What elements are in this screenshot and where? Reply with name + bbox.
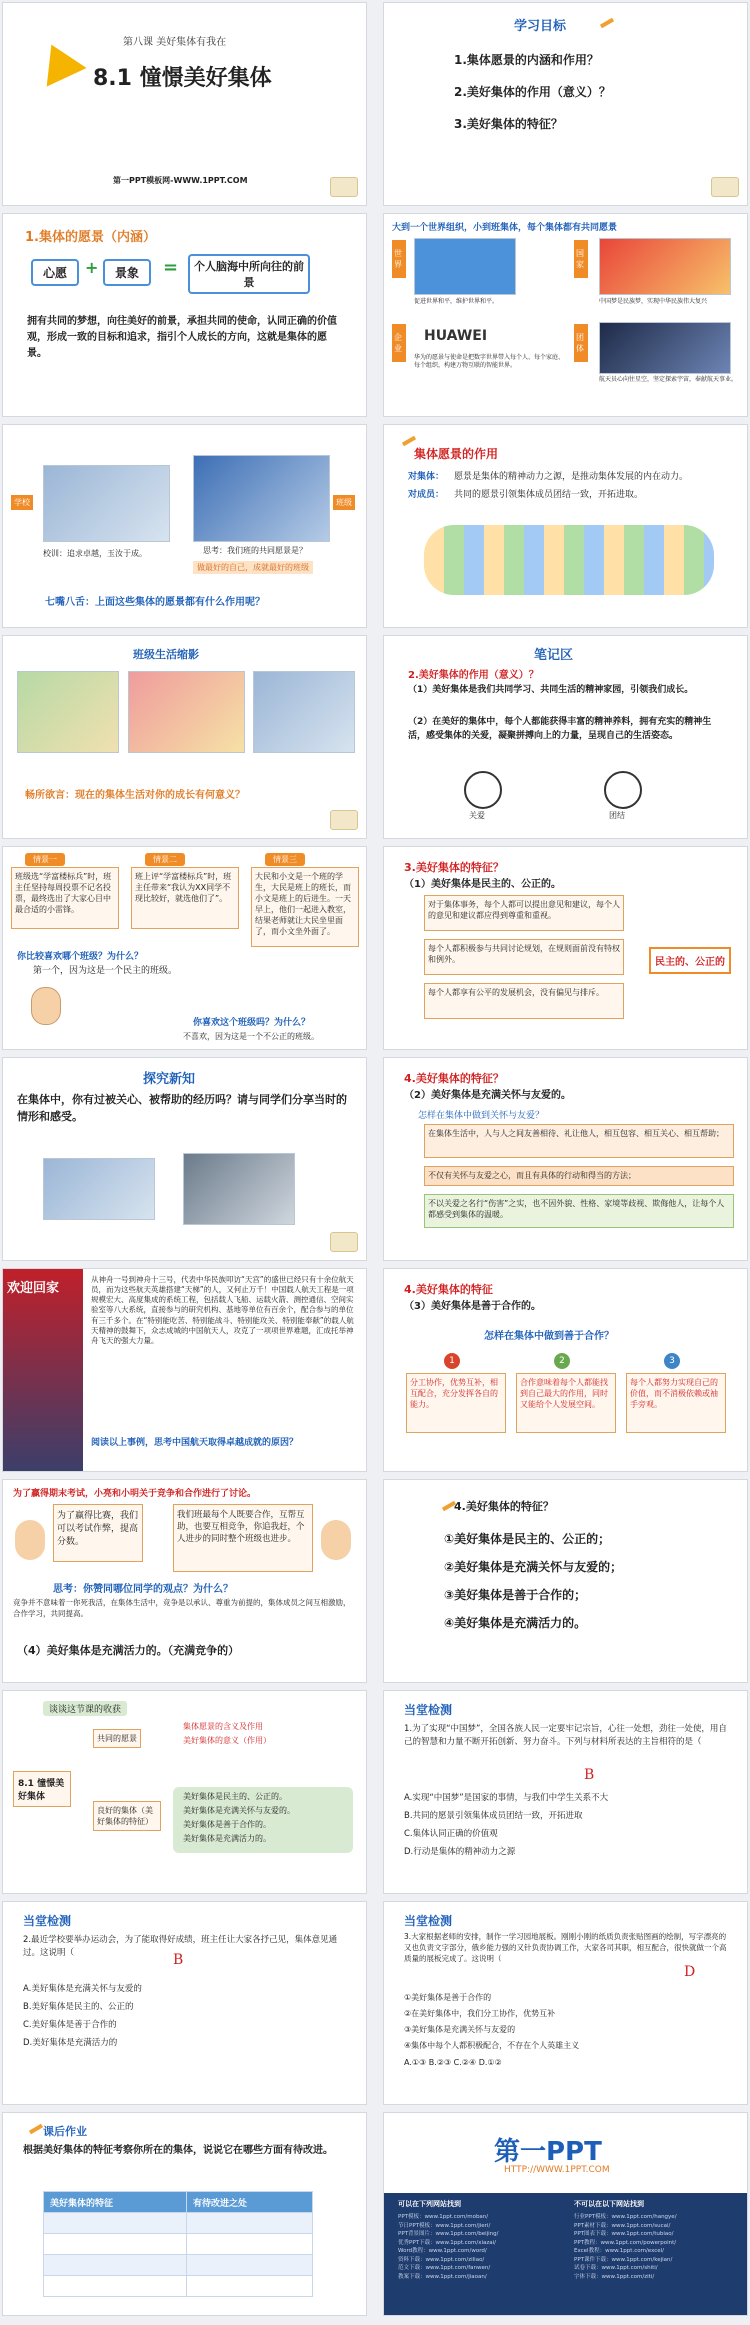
caption-nation: 中国梦是民族梦，实现中华民族伟大复兴 — [599, 298, 708, 305]
quiz-opt-c[interactable]: C.集体认同正确的价值观 — [404, 1829, 498, 1839]
slide-17-mindmap[interactable] — [2, 1690, 367, 1894]
mindmap-heading: 谈谈这节课的收获 — [43, 1701, 127, 1716]
tag-world: 世界 — [392, 240, 406, 278]
astronaut-body: 从神舟一号到神舟十三号，代表中华民族叩访“天宫”的盛世已经只有十余位航天员，而为这些航天英雄搭建“天梯”的人，又何止万千！中国载人航天工程是一项规模宏大、高度集成的系统工程，包括载人飞船、运载火箭、测控通信、空间实验室等八大系统，直接参与的研究机构、基地等单位有百余个，配合参与的单位有三千多个。在“特别能吃苦、特别能战斗、特别能攻关、特别能奉献”的载人航天精神的鼓舞下，众志成城的中国航天人，攻克了一项项世界难题，汇成托举神舟飞天的强大力量。 — [91, 1275, 354, 1345]
class-life-question: 畅所欲言：现在的集体生活对你的成长有何意义？ — [25, 790, 245, 801]
feature-conclusion: 民主的、公正的 — [649, 947, 731, 974]
quiz-opt-4: ④集体中每个人都积极配合，不存在个人英雄主义 — [404, 2041, 580, 2050]
role-p1-label: 对集体： — [408, 472, 445, 482]
slide-4-examples[interactable] — [383, 213, 748, 417]
table-cell[interactable] — [186, 2213, 312, 2234]
table-cell[interactable] — [186, 2276, 312, 2297]
huawei-logo: HUAWEI — [424, 328, 488, 344]
unity-label: 团结 — [609, 811, 625, 820]
book-icon — [330, 810, 358, 830]
scenario-tab-2: 情景二 — [145, 853, 185, 866]
slide-20-quiz-3[interactable] — [383, 1901, 748, 2105]
quiz-opt-a[interactable]: A.美好集体是充满关怀与友爱的 — [23, 1984, 142, 1994]
explore-photo-1 — [43, 1158, 155, 1220]
feature-heading: 4.美好集体的特征？ — [404, 1072, 504, 1085]
goal-item-3: 3.美好集体的特征？ — [454, 117, 563, 131]
notes-heading: 笔记区 — [534, 648, 574, 663]
paper-plane-icon — [31, 35, 86, 86]
caption-world: 促进世界和平，维护世界和平。 — [414, 298, 499, 305]
speech-bubble-2: 我们班最每个人既要合作，互帮互助，也要互相竞争，你追我赶，个人进步的同时整个班级也进步。 — [173, 1504, 313, 1572]
pencil-icon — [600, 18, 614, 28]
quiz-question: 1.为了实现“中国梦”，全国各族人民一定要牢记宗旨，心往一处想，劲往一处使，用自己的智慧和力量不断开拓创新、努力奋斗。下列与材料所表达的主旨相符的是（ — [404, 1724, 727, 1747]
class-question: 思考：我们班的共同愿景是？ — [203, 546, 307, 555]
question-2: 你喜欢这个班级吗？为什么？ — [193, 1018, 311, 1028]
table-cell[interactable] — [186, 2255, 312, 2276]
slide-1-title[interactable] — [2, 2, 367, 206]
notes-p1: （1）美好集体是我们共同学习、共同生活的精神家园，引领我们成长。 — [408, 685, 694, 695]
quiz-opt-1: ①美好集体是善于合作的 — [404, 1993, 492, 2002]
student-avatar-left — [15, 1520, 45, 1560]
slide-18-quiz-1[interactable] — [383, 1690, 748, 1894]
quiz-heading: 当堂检测 — [23, 1914, 72, 1928]
vision-heading: 1.集体的愿景（内涵） — [25, 230, 156, 245]
coop-question: 怎样在集体中做到善于合作？ — [484, 1331, 614, 1342]
goal-item-2: 2.美好集体的作用（意义）？ — [454, 85, 611, 99]
notes-p2: （2）在美好的集体中，每个人都能获得丰富的精神养料，拥有充实的精神生活，感受集体的关爱，凝聚拼搏向上的力量，呈现自己的生活姿态。 — [408, 717, 712, 741]
book-icon — [330, 1232, 358, 1252]
homework-col-2: 有待改进之处 — [186, 2192, 312, 2213]
credit-link[interactable]: 试卷下载：www.1ppt.com/shiti/ — [574, 2265, 658, 2272]
summary-item-3: ③美好集体是善于合作的； — [444, 1588, 587, 1602]
slide-9-scenarios[interactable] — [2, 846, 367, 1050]
credit-link[interactable]: 节日PPT模板：www.1ppt.com/jieri/ — [398, 2222, 491, 2229]
explore-body: 在集体中，你有过被关心、被帮助的经历吗？请与同学们分享当时的情形和感受。 — [17, 1093, 347, 1123]
credit-link[interactable]: 范文下载：www.1ppt.com/fanwen/ — [398, 2265, 491, 2272]
welcome-banner: 欢迎回家 — [7, 1281, 60, 1296]
scenario-tab-1: 情景一 — [25, 853, 65, 866]
mindmap-branch-2: 良好的集体（美好集体的特征） — [93, 1801, 161, 1831]
summary-item-1: ①美好集体是民主的、公正的； — [444, 1532, 611, 1546]
coop-num-3: 3 — [664, 1353, 680, 1369]
summary-item-2: ②美好集体是充满关怀与友爱的； — [444, 1560, 623, 1574]
examples-heading: 大到一个世界组织，小到班集体，每个集体都有共同愿景 — [392, 223, 618, 233]
mindmap-leaf-2: 美好集体的意义（作用） — [183, 1736, 271, 1745]
pencil-icon — [29, 2124, 43, 2134]
credit-link[interactable]: 资料下载：www.1ppt.com/ziliao/ — [398, 2256, 485, 2263]
role-p1: 愿景是集体的精神动力之源，是推动集体发展的内在动力。 — [454, 472, 689, 482]
slide-7-class-life[interactable] — [2, 635, 367, 839]
quiz-choices[interactable]: A.①③ B.②③ C.②④ D.①② — [404, 2058, 502, 2067]
quiz-heading: 当堂检测 — [404, 1703, 453, 1717]
care-row-3: 不以关爱之名行“伤害”之实，也不因外貌、性格、家境等歧视、欺侮他人，让每个人都感受到集体的温暖。 — [424, 1194, 734, 1228]
credits-left-head: 可以在下列网站找到 — [398, 2200, 461, 2208]
slide-6-role[interactable] — [383, 424, 748, 628]
credit-link[interactable]: PPT教程：www.1ppt.com/powerpoint/ — [574, 2239, 677, 2246]
tag-enterprise: 企业 — [392, 324, 406, 362]
feature-bullet-1: 对于集体事务，每个人都可以提出意见和建议，每个人的意见和建议都应得到尊重和重视。 — [424, 895, 624, 931]
explore-photo-2 — [183, 1153, 295, 1225]
school-motto: 校训：追求卓越，玉汝于成。 — [43, 549, 147, 558]
credit-link[interactable]: 优秀PPT下载：www.1ppt.com/xiazai/ — [398, 2239, 497, 2246]
goals-heading: 学习目标 — [514, 19, 567, 34]
discussion-question: 七嘴八舌：上面这些集体的愿景都有什么作用呢？ — [45, 597, 265, 608]
tag-school: 学校 — [11, 495, 33, 510]
footer-text: 第一PPT模板网-WWW.1PPT.COM — [113, 176, 248, 185]
care-question: 怎样在集体中做到关怀与友爱？ — [418, 1111, 545, 1121]
quiz-opt-c[interactable]: C.美好集体是善于合作的 — [23, 2020, 117, 2030]
mindmap-root: 8.1 憧憬美好集体 — [13, 1771, 71, 1807]
table-cell[interactable] — [44, 2213, 187, 2234]
brand-logo: 第一PPT — [494, 2137, 602, 2167]
credit-link[interactable]: Excel教程：www.1ppt.com/excel/ — [574, 2248, 665, 2255]
competition-intro: 为了赢得期末考试，小亮和小明关于竞争和合作进行了讨论。 — [13, 1489, 257, 1499]
slide-11-explore[interactable] — [2, 1057, 367, 1261]
table-cell[interactable] — [186, 2234, 312, 2255]
question-1: 你比较喜欢哪个班级？为什么？ — [17, 952, 144, 962]
scenario-tab-3: 情景三 — [265, 853, 305, 866]
coop-card-2: 合作意味着每个人都能找到自己最大的作用，同时又能给个人发展空间。 — [516, 1373, 616, 1433]
vision-body: 拥有共同的梦想，向往美好的前景，承担共同的使命，认同正确的价值观，形成一致的目标和追求，指引个人成长的方向，这就是集体的愿景。 — [27, 316, 337, 359]
speech-bubble-1: 为了赢得比赛，我们可以考试作弊，提高分数。 — [53, 1504, 143, 1562]
un-logo-image — [414, 238, 516, 295]
student-avatar-right — [321, 1520, 351, 1560]
credit-link[interactable]: 教案下载：www.1ppt.com/jiaoan/ — [398, 2273, 487, 2280]
brand-url[interactable]: HTTP://WWW.1PPT.COM — [504, 2165, 610, 2175]
quiz-opt-a[interactable]: A.实现“中国梦”是国家的事情，与我们中学生关系不大 — [404, 1793, 609, 1803]
credit-link[interactable]: PPT图表下载：www.1ppt.com/tubiao/ — [574, 2231, 674, 2238]
feature-sub: （3）美好集体是善于合作的。 — [404, 1301, 541, 1312]
eq-result: 个人脑海中所向往的前景 — [188, 254, 310, 294]
answer-1: 第一个，因为这是一个民主的班级。 — [33, 966, 178, 976]
homework-heading: 课后作业 — [43, 2125, 87, 2138]
mindmap-branch-1: 共同的愿景 — [93, 1729, 141, 1748]
class-life-photo-2 — [128, 671, 245, 753]
slide-16-summary[interactable] — [383, 1479, 748, 1683]
class-life-heading: 班级生活缩影 — [133, 648, 199, 661]
slide-21-homework[interactable] — [2, 2112, 367, 2316]
china-dream-image — [599, 238, 731, 295]
unity-icon — [604, 771, 642, 809]
coop-num-1: 1 — [444, 1353, 460, 1369]
slide-15-competition[interactable] — [2, 1479, 367, 1683]
summary-heading: 4.美好集体的特征？ — [454, 1500, 554, 1513]
care-row-1: 在集体生活中，人与人之间友善相待、礼让他人，相互包容、相互关心、相互帮助； — [424, 1124, 734, 1158]
feature-bullet-2: 每个人都积极参与共同讨论规划，在规则面前没有特权和例外。 — [424, 939, 624, 975]
homework-task: 根据美好集体的特征考察你所在的集体，说说它在哪些方面有待改进。 — [23, 2145, 333, 2156]
caption-enterprise: 华为的愿景与使命是把数字世界带入每个人、每个家庭、每个组织，构建万物互联的智能世界。 — [414, 354, 565, 369]
homework-table — [43, 2191, 313, 2297]
table-cell[interactable] — [44, 2234, 187, 2255]
explore-heading: 探究新知 — [143, 1072, 196, 1087]
caption-team: 航天员心向往星空，坚定探索宇宙，奉献航天事业。 — [599, 376, 738, 383]
lesson-label: 第八课 美好集体有我在 — [123, 37, 227, 48]
tag-team: 团体 — [574, 324, 588, 362]
eq-equals: = — [163, 257, 179, 278]
feature-heading: 4.美好集体的特征 — [404, 1283, 493, 1296]
slide-8-notes[interactable] — [383, 635, 748, 839]
slide-22-credits[interactable] — [383, 2112, 748, 2316]
quiz-opt-b[interactable]: B.美好集体是民主的、公正的 — [23, 2002, 134, 2012]
slide-2-goals[interactable] — [383, 2, 748, 206]
astronaut-photo — [3, 1269, 83, 1472]
quiz-question: 2.最近学校要举办运动会，为了能取得好成绩，班主任让大家各抒己见，集体意见通过。这说明（ — [23, 1935, 338, 1958]
feature-heading: 3.美好集体的特征？ — [404, 861, 504, 874]
feature-sub: （2）美好集体是充满关怀与友爱的。 — [404, 1090, 571, 1101]
role-p2-label: 对成员： — [408, 490, 445, 500]
eq-wish: 心愿 — [31, 259, 79, 286]
role-heading: 集体愿景的作用 — [414, 447, 499, 461]
competition-question: 思考：你赞同哪位同学的观点？为什么？ — [53, 1584, 233, 1595]
role-p2: 共同的愿景引领集体成员团结一致，开拓进取。 — [454, 490, 644, 500]
credit-link[interactable]: PPT背景图片：www.1ppt.com/beijing/ — [398, 2231, 499, 2238]
quiz-question: 3.大家根据老师的安排，制作一学习园地展板。刚刚小刚的纸质负责张贴图画的绘制，写字漂亮的又也负责文字部分，俄乡能力强的又针负责协调工作，大家各司其职，相互配合，很快就做一个高质量的展板完成了。这说明（ — [404, 1932, 727, 1963]
slide-13-astronauts[interactable] — [2, 1268, 367, 1472]
competition-note: 竞争并不意味着一你死我活，在集体生活中，竞争是以承认、尊重为前提的，集体成员之间互相激励，合作学习，共同提高。 — [13, 1598, 351, 1618]
coop-num-2: 2 — [554, 1353, 570, 1369]
table-cell[interactable] — [44, 2276, 187, 2297]
table-cell[interactable] — [44, 2255, 187, 2276]
class-vision: 做最好的自己，成就最好的班级 — [193, 561, 313, 574]
credits-right-head: 不可以在以下网站找到 — [574, 2200, 644, 2208]
slide-19-quiz-2[interactable] — [2, 1901, 367, 2105]
homework-col-1: 美好集体的特征 — [44, 2192, 187, 2213]
school-image — [43, 465, 170, 542]
lesson-title: 8.1 憧憬美好集体 — [93, 66, 272, 91]
competition-conclusion: （4）美好集体是充满活力的。（充满竞争的） — [17, 1644, 240, 1657]
care-row-2: 不仅有关怀与友爱之心，而且有具体的行动和得当的方法； — [424, 1166, 734, 1186]
mindmap-leaf-4: 美好集体是充满关怀与友爱的。 — [183, 1806, 295, 1815]
summary-item-4: ④美好集体是充满活力的。 — [444, 1616, 587, 1630]
mindmap-leaf-6: 美好集体是充满活力的。 — [183, 1834, 271, 1843]
slide-3-vision[interactable] — [2, 213, 367, 417]
eq-plus: + — [85, 258, 99, 277]
quiz-opt-b[interactable]: B.共同的愿景引领集体成员团结一致，开拓进取 — [404, 1811, 583, 1821]
quiz-heading: 当堂检测 — [404, 1914, 453, 1928]
credit-link[interactable]: 字体下载：www.1ppt.com/ziti/ — [574, 2273, 655, 2280]
class-photo-image — [193, 455, 330, 542]
coop-card-1: 分工协作，优势互补，相互配合，充分发挥各自的能力。 — [406, 1373, 506, 1433]
children-illustration — [424, 525, 714, 595]
astronaut-question: 阅读以上事例，思考中国航天取得卓越成就的原因？ — [91, 1438, 299, 1448]
class-life-photo-1 — [17, 671, 119, 753]
eq-scene: 景象 — [103, 259, 151, 286]
slide-12-feature-2[interactable] — [383, 1057, 748, 1261]
credits-right-links — [574, 2213, 739, 2281]
scenario-card-1: 班级选“学富楼标兵”时，班主任坚持每周投票不记名投票，最终选出了大家心目中最合适的小雷锋。 — [11, 867, 119, 929]
mindmap-leaf-1: 集体愿景的含义及作用 — [183, 1722, 263, 1731]
coop-card-3: 每个人都努力实现自己的价值，而不消极依赖或袖手旁观。 — [626, 1373, 726, 1433]
credit-link[interactable]: PPT模板：www.1ppt.com/moban/ — [398, 2214, 489, 2220]
answer-2: 不喜欢，因为这是一个不公正的班级。 — [183, 1032, 319, 1041]
mindmap-leaf-3: 美好集体是民主的、公正的。 — [183, 1792, 287, 1801]
class-life-photo-3 — [253, 671, 355, 753]
student-avatar — [31, 987, 61, 1025]
care-label: 关爱 — [469, 811, 485, 820]
credit-link[interactable]: 行业PPT模板：www.1ppt.com/hangye/ — [574, 2214, 677, 2220]
mindmap-leaf-5: 美好集体是善于合作的。 — [183, 1820, 271, 1829]
credit-link[interactable]: PPT素材下载：www.1ppt.com/sucai/ — [574, 2222, 671, 2229]
quiz-answer: D — [684, 1964, 696, 1980]
quiz-opt-d[interactable]: D.美好集体是充满活力的 — [23, 2038, 118, 2048]
quiz-answer: B — [173, 1952, 184, 1968]
credit-link[interactable]: PPT课件下载：www.1ppt.com/kejian/ — [574, 2256, 673, 2263]
quiz-opt-2: ②在美好集体中，我们分工协作，优势互补 — [404, 2009, 556, 2018]
book-icon — [711, 177, 739, 197]
notes-sub: 2.美好集体的作用（意义）？ — [408, 670, 539, 681]
slide-5-school[interactable] — [2, 424, 367, 628]
feature-sub: （1）美好集体是民主的、公正的。 — [404, 879, 561, 890]
credit-link[interactable]: Word教程：www.1ppt.com/word/ — [398, 2248, 487, 2255]
slide-14-feature-3[interactable] — [383, 1268, 748, 1472]
quiz-opt-d[interactable]: D.行动是集体的精神动力之源 — [404, 1847, 516, 1857]
quiz-answer: B — [584, 1767, 595, 1783]
scenario-card-2: 班上评“学富楼标兵”时，班主任带来“我认为XX同学不现比较好，就选他们了”。 — [131, 867, 239, 929]
credits-left-links — [398, 2213, 563, 2281]
book-icon — [330, 177, 358, 197]
feature-bullet-3: 每个人都享有公平的发展机会，没有偏见与排斥。 — [424, 983, 624, 1019]
quiz-opt-3: ③美好集体是充满关怀与友爱的 — [404, 2025, 516, 2034]
space-station-image — [599, 322, 731, 374]
scenario-card-3: 大民和小文是一个班的学生，大民是班上的班长，而小文是班上的后进生。一天早上，他们一起进入教室，结果老师就让大民坐里面了，而小文坐外面了。 — [251, 867, 359, 947]
tag-class: 班级 — [333, 495, 355, 510]
goal-item-1: 1.集体愿景的内涵和作用？ — [454, 53, 599, 67]
care-icon — [464, 771, 502, 809]
slide-10-feature-1[interactable] — [383, 846, 748, 1050]
tag-nation: 国家 — [574, 240, 588, 278]
